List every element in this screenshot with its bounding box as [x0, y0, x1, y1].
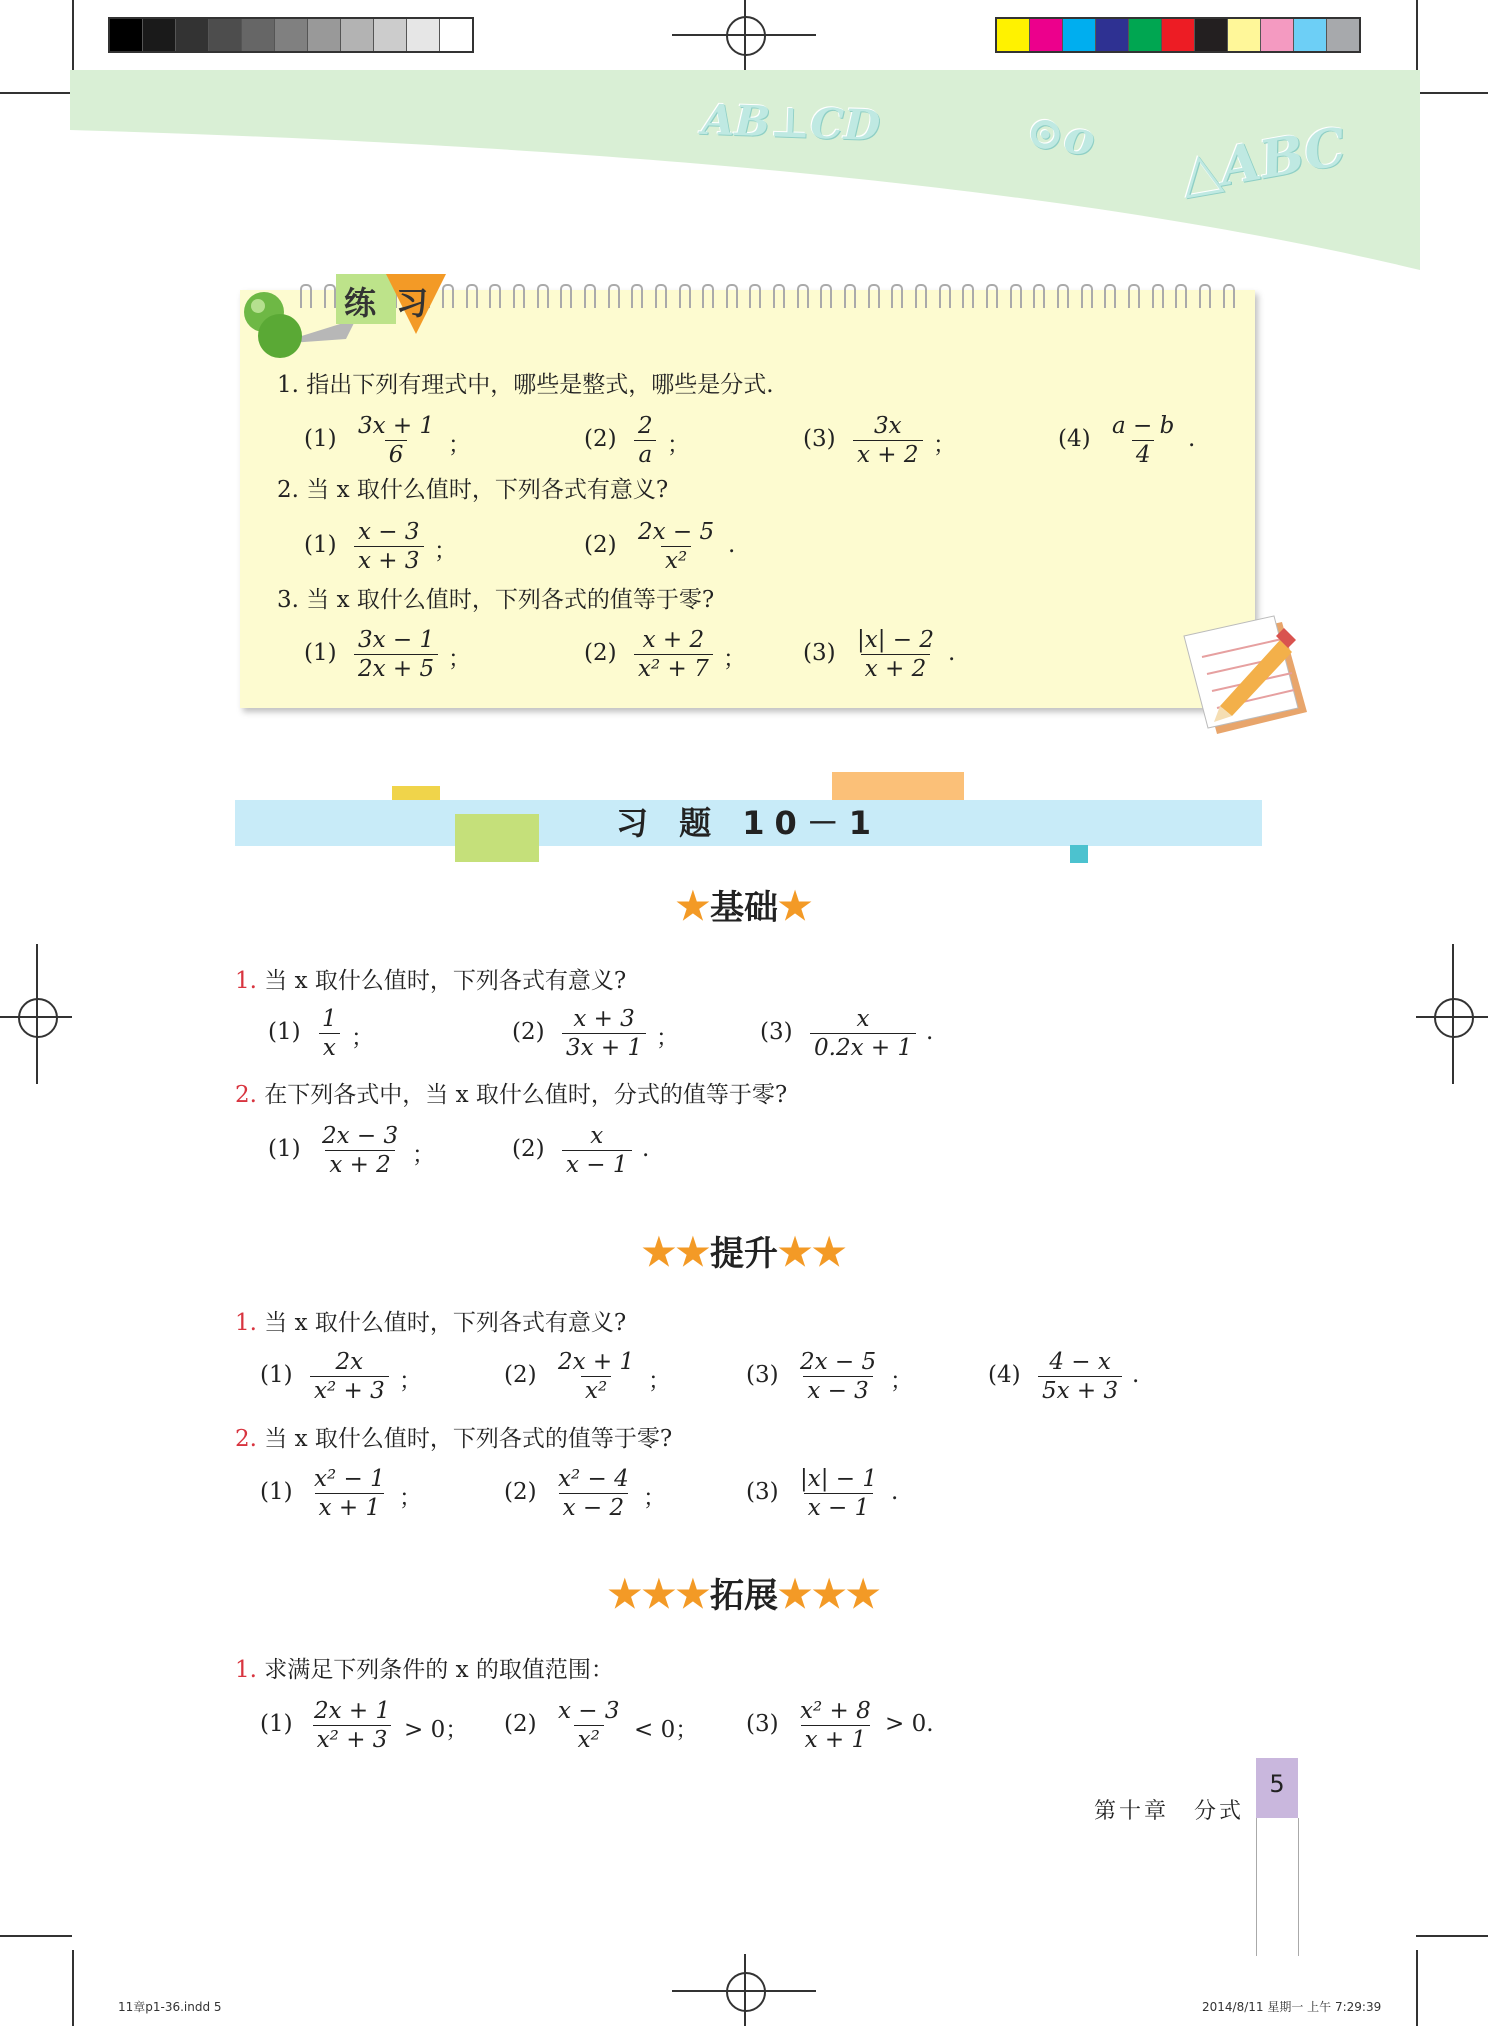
color-swatch [1063, 19, 1096, 51]
item-ending: . [948, 640, 956, 666]
expand-q1-number: 1. [235, 1657, 257, 1683]
banner-circle-text: ⊙o [1022, 103, 1099, 167]
spiral-ring [726, 284, 738, 308]
spiral-ring [1081, 284, 1093, 308]
fraction [318, 1122, 402, 1179]
item-ending: ； [643, 1485, 666, 1511]
basic-q2 [235, 1080, 787, 1110]
level-expand-title: 拓展 [710, 1576, 778, 1616]
spiral-ring [1152, 284, 1164, 308]
fraction-numerator: x [590, 1123, 604, 1149]
heading-deco-orange [832, 772, 964, 800]
spiral-ring [608, 284, 620, 308]
fraction-numerator: 2x − 5 [800, 1349, 877, 1375]
fraction [554, 1465, 633, 1522]
gray-swatch [143, 19, 176, 51]
fraction [634, 626, 713, 683]
fraction-denominator: x + 2 [861, 654, 931, 683]
fraction-denominator: x² + 3 [310, 1376, 389, 1405]
gray-swatch [308, 19, 341, 51]
level-improve-title: 提升 [710, 1234, 778, 1274]
spiral-ring [679, 284, 691, 308]
spiral-ring [844, 284, 856, 308]
spiral-ring [1033, 284, 1045, 308]
item-ending: ； [412, 1142, 435, 1168]
spiral-ring [489, 284, 501, 308]
item-label: (1) [304, 532, 337, 558]
crop-mark [0, 1935, 72, 1937]
item-ending: > 0； [404, 1717, 469, 1743]
spiral-ring [749, 284, 761, 308]
notebook-pencil-icon [1172, 612, 1312, 742]
fraction [810, 1005, 916, 1062]
fraction [554, 1697, 624, 1754]
item-ending: > 0. [885, 1711, 934, 1737]
color-calibration-bar [995, 17, 1361, 53]
fraction [562, 1005, 646, 1062]
chapter-label: 第十章 分式 [1094, 1799, 1245, 1824]
item-label: (1) [260, 1362, 293, 1388]
fraction-numerator: |x| − 2 [857, 627, 934, 653]
practice-title-char-1: 练 [344, 284, 377, 322]
spiral-ring [466, 284, 478, 308]
crop-mark [1416, 92, 1488, 94]
fraction [310, 1348, 389, 1405]
fraction-numerator: 2 [638, 413, 653, 439]
fraction-numerator: x + 2 [642, 627, 705, 653]
star-icon: ★ [778, 883, 813, 928]
basic-q1-number: 1. [235, 968, 257, 994]
star-icon: ★★ [641, 1229, 710, 1274]
item-label: (4) [988, 1362, 1021, 1388]
banner-perpendicular-text: AB⊥CD [701, 94, 882, 151]
heading-deco-teal [1070, 845, 1088, 863]
spiral-ring [655, 284, 667, 308]
fraction-denominator: x² + 7 [634, 654, 713, 683]
gray-swatch [440, 19, 472, 51]
item-label: (1) [304, 640, 337, 666]
fraction-numerator: x + 3 [573, 1006, 635, 1032]
item-ending: ； [723, 646, 746, 672]
practice-q2-text: 2. 当 x 取什么值时，下列各式有意义? [277, 477, 669, 503]
color-swatch [1129, 19, 1162, 51]
fraction-numerator: x − 3 [358, 519, 420, 545]
color-swatch [1096, 19, 1129, 51]
item-label: (2) [584, 532, 617, 558]
item-label: (2) [504, 1362, 537, 1388]
fraction-denominator: 5x + 3 [1038, 1376, 1122, 1405]
fraction-denominator: x² [574, 1725, 604, 1754]
item-label: (3) [803, 640, 836, 666]
item-label: (1) [268, 1019, 301, 1045]
star-icon: ★★★ [607, 1571, 710, 1616]
item-ending: ； [667, 432, 690, 458]
item-ending: ； [448, 646, 471, 672]
fraction [310, 1465, 389, 1522]
level-improve [0, 1226, 1488, 1275]
item-ending: . [926, 1019, 934, 1045]
fraction [554, 1348, 638, 1405]
spiral-ring [1010, 284, 1022, 308]
registration-mark [1434, 998, 1474, 1038]
spiral-ring [939, 284, 951, 308]
fraction [1038, 1348, 1122, 1405]
registration-mark [18, 998, 58, 1038]
fraction [796, 1465, 881, 1522]
spiral-ring [1057, 284, 1069, 308]
improve-q2 [235, 1424, 672, 1454]
spiral-ring [1175, 284, 1187, 308]
gray-swatch [407, 19, 440, 51]
fraction [1108, 412, 1178, 469]
fraction [354, 518, 424, 575]
registration-cross [744, 0, 746, 72]
improve-q2-number: 2. [235, 1426, 257, 1452]
fraction [318, 1005, 341, 1062]
fraction [853, 626, 938, 683]
improve-q1-text: 当 x 取什么值时，下列各式有意义? [264, 1310, 627, 1336]
item-label: (2) [504, 1479, 537, 1505]
page-tab-rule-left [1256, 1818, 1257, 1956]
spiral-ring [962, 284, 974, 308]
crop-mark [0, 92, 72, 94]
improve-q1-number: 1. [235, 1310, 257, 1336]
fraction-numerator: x² − 4 [558, 1466, 629, 1492]
item-label: (2) [584, 640, 617, 666]
fraction [354, 626, 438, 683]
item-label: (1) [304, 426, 337, 452]
gray-swatch [242, 19, 275, 51]
item-label: (3) [746, 1362, 779, 1388]
spiral-ring [773, 284, 785, 308]
registration-mark [726, 1972, 766, 2012]
file-info: 11章p1-36.indd 5 [118, 2000, 222, 2014]
item-ending: ； [890, 1368, 913, 1394]
crop-mark [1416, 1950, 1418, 2026]
color-swatch [1294, 19, 1327, 51]
item-ending: . [1132, 1362, 1140, 1388]
color-swatch [1228, 19, 1261, 51]
item-ending: . [1188, 426, 1196, 452]
fraction-numerator: x [856, 1006, 870, 1032]
registration-cross [1452, 944, 1454, 1084]
item-label: (1) [268, 1136, 301, 1162]
spiral-ring [868, 284, 880, 308]
gray-swatch [341, 19, 374, 51]
item-ending: ； [399, 1368, 422, 1394]
banner-triangle-text: △ABC [1175, 115, 1351, 206]
practice-q3-text: 3. 当 x 取什么值时，下列各式的值等于零? [277, 587, 715, 613]
crop-mark [72, 0, 74, 70]
fraction [310, 1697, 394, 1754]
item-label: (3) [803, 426, 836, 452]
item-ending: . [642, 1136, 650, 1162]
registration-mark [726, 16, 766, 56]
fraction-denominator: x + 2 [325, 1150, 395, 1179]
color-swatch [1261, 19, 1294, 51]
fraction [796, 1697, 875, 1754]
item-ending: ； [648, 1368, 671, 1394]
item-ending: ； [448, 432, 471, 458]
fraction-numerator: 3x [873, 413, 902, 439]
fraction [562, 1122, 632, 1179]
fraction-denominator: x + 3 [354, 546, 424, 575]
spiral-ring [1128, 284, 1140, 308]
grayscale-bar [108, 17, 474, 53]
color-swatch [1327, 19, 1359, 51]
item-label: (4) [1058, 426, 1091, 452]
spiral-ring [537, 284, 549, 308]
gray-swatch [374, 19, 407, 51]
spiral-ring [631, 284, 643, 308]
item-label: (3) [760, 1019, 793, 1045]
fraction-numerator: 1 [322, 1006, 337, 1032]
item-ending: ； [434, 538, 457, 564]
fraction [796, 1348, 880, 1405]
item-label: (2) [512, 1019, 545, 1045]
fraction-numerator: 2x − 3 [322, 1123, 399, 1149]
spiral-ring [986, 284, 998, 308]
spiral-ring [702, 284, 714, 308]
fraction-numerator: 3x − 1 [358, 627, 435, 653]
fraction-numerator: x² − 1 [314, 1466, 385, 1492]
basic-q2-text: 在下列各式中，当 x 取什么值时，分式的值等于零? [264, 1082, 788, 1108]
star-icon: ★★ [778, 1229, 847, 1274]
item-ending: . [728, 532, 736, 558]
fraction-denominator: x² + 3 [313, 1725, 392, 1754]
practice-title-char-2: 习 [396, 284, 429, 322]
color-swatch [997, 19, 1030, 51]
item-ending: ； [933, 432, 956, 458]
fraction-denominator: x + 1 [315, 1493, 385, 1522]
fraction-numerator: a − b [1112, 413, 1175, 439]
fraction-denominator: x [319, 1033, 340, 1062]
gray-swatch [176, 19, 209, 51]
spiral-ring [1104, 284, 1116, 308]
fraction-numerator: x² + 8 [800, 1698, 871, 1724]
practice-q1-text: 1. 指出下列有理式中，哪些是整式，哪些是分式. [277, 372, 774, 398]
improve-q1 [235, 1308, 626, 1338]
fraction-denominator: 3x + 1 [562, 1033, 646, 1062]
print-timestamp: 2014/8/11 星期一 上午 7:29:39 [1202, 2000, 1382, 2014]
item-ending: . [891, 1479, 899, 1505]
basic-q2-number: 2. [235, 1082, 257, 1108]
item-ending: ； [656, 1025, 679, 1051]
fraction-denominator: x + 2 [853, 440, 923, 469]
basic-q1-text: 当 x 取什么值时，下列各式有意义? [264, 968, 627, 994]
star-icon: ★★★ [778, 1571, 881, 1616]
fraction-numerator: 3x + 1 [358, 413, 435, 439]
spiral-ring [1199, 284, 1211, 308]
fraction [634, 518, 718, 575]
fraction-denominator: 4 [1132, 440, 1155, 469]
spiral-ring [1223, 284, 1235, 308]
item-ending: ； [351, 1025, 374, 1051]
fraction-denominator: x − 3 [803, 1376, 873, 1405]
fraction-numerator: 2x + 1 [314, 1698, 391, 1724]
fraction-numerator: x − 3 [558, 1698, 620, 1724]
page-tab-rule-right [1298, 1818, 1299, 1956]
item-ending: ； [399, 1485, 422, 1511]
fraction-numerator: 2x + 1 [558, 1349, 635, 1375]
gray-swatch [209, 19, 242, 51]
color-swatch [1195, 19, 1228, 51]
crop-mark [1416, 0, 1418, 70]
fraction-numerator: 2x [335, 1349, 364, 1375]
item-label: (2) [512, 1136, 545, 1162]
fraction-denominator: x² [661, 546, 691, 575]
spiral-ring [560, 284, 572, 308]
level-expand [0, 1568, 1488, 1617]
spiral-ring [513, 284, 525, 308]
fraction-denominator: x + 1 [801, 1725, 871, 1754]
item-label: (2) [504, 1711, 537, 1737]
expand-q1-text: 求满足下列条件的 x 的取值范围： [264, 1657, 614, 1683]
spiral-ring [915, 284, 927, 308]
color-swatch [1162, 19, 1195, 51]
spiral-ring [891, 284, 903, 308]
level-basic-title: 基础 [710, 888, 778, 928]
practice-title-badge [336, 272, 446, 324]
fraction-numerator: |x| − 1 [800, 1466, 877, 1492]
improve-q2-text: 当 x 取什么值时，下列各式的值等于零? [264, 1426, 673, 1452]
fraction-denominator: x − 2 [559, 1493, 629, 1522]
expand-q1 [235, 1655, 614, 1685]
fraction-numerator: 2x − 5 [638, 519, 715, 545]
item-label: (1) [260, 1711, 293, 1737]
spiral-ring [584, 284, 596, 308]
item-label: (1) [260, 1479, 293, 1505]
crop-mark [72, 1950, 74, 2026]
star-icon: ★ [675, 883, 710, 928]
exercise-title: 习 题 10－1 [615, 804, 882, 842]
spiral-ring [820, 284, 832, 308]
fraction [634, 412, 657, 469]
item-label: (3) [746, 1711, 779, 1737]
gray-swatch [110, 19, 143, 51]
fraction [354, 412, 438, 469]
fraction [853, 412, 923, 469]
level-basic [0, 880, 1488, 929]
fraction-denominator: 2x + 5 [354, 654, 438, 683]
fraction-denominator: x − 1 [562, 1150, 632, 1179]
item-label: (3) [746, 1479, 779, 1505]
item-ending: < 0； [634, 1717, 699, 1743]
fraction-denominator: 6 [385, 440, 408, 469]
fraction-denominator: a [634, 440, 656, 469]
registration-cross [36, 944, 38, 1084]
page-number: 5 [1269, 1770, 1285, 1798]
basic-q1 [235, 966, 626, 996]
fraction-denominator: x² [581, 1376, 611, 1405]
crop-mark [1416, 1935, 1488, 1937]
spiral-ring [797, 284, 809, 308]
gray-swatch [275, 19, 308, 51]
item-label: (2) [584, 426, 617, 452]
fraction-numerator: 4 − x [1049, 1349, 1111, 1375]
fraction-denominator: x − 1 [804, 1493, 874, 1522]
color-swatch [1030, 19, 1063, 51]
fraction-denominator: 0.2x + 1 [810, 1033, 916, 1062]
registration-cross [744, 1954, 746, 2026]
